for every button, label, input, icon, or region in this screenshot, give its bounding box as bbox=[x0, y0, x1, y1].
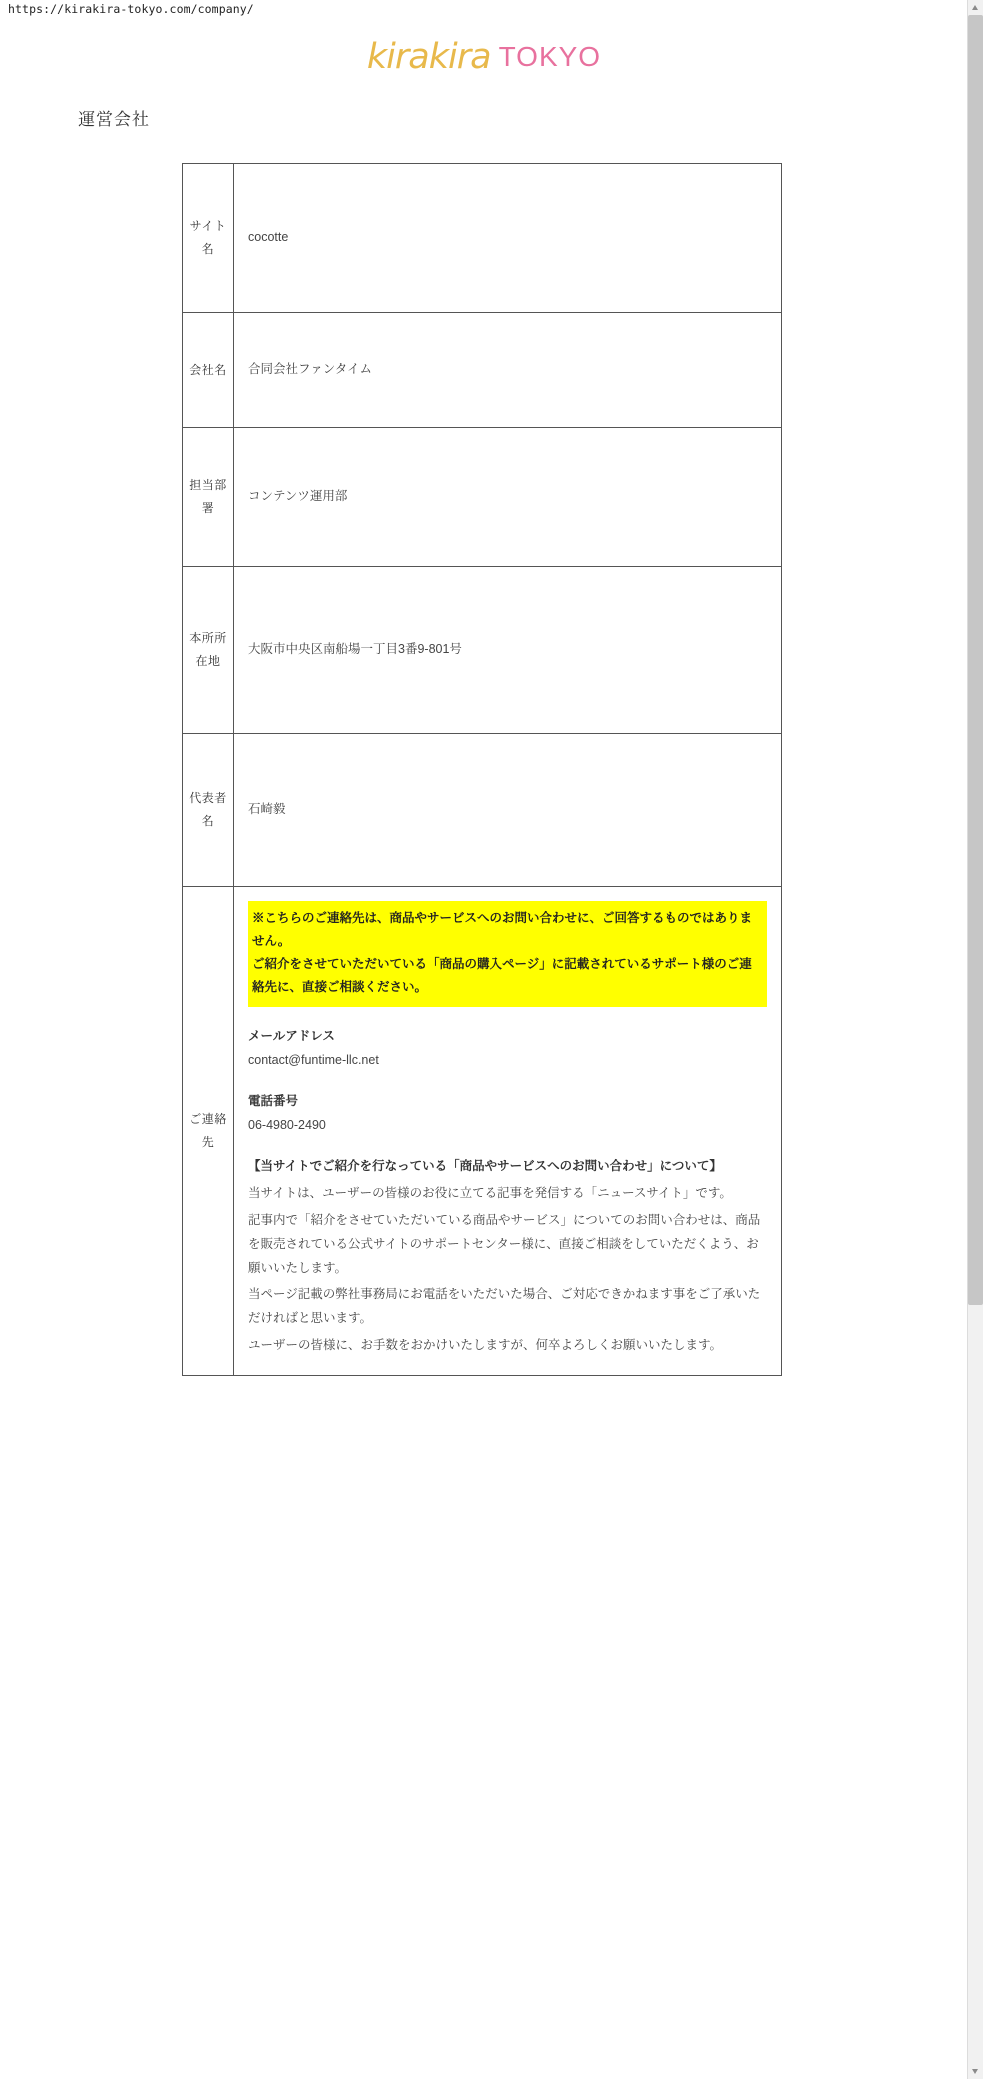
inquiry-section-heading: 【当サイトでご紹介を行なっている「商品やサービスへのお問い合わせ」について】 bbox=[248, 1158, 722, 1173]
row-header-representative bbox=[183, 734, 234, 887]
row-value-site-name bbox=[234, 164, 782, 313]
row-header-department bbox=[183, 428, 234, 567]
table-row bbox=[183, 164, 782, 313]
row-value-representative bbox=[234, 734, 782, 887]
cell-text: 大阪市中央区南船場一丁目3番9-801号 bbox=[248, 642, 462, 657]
notice-line-1: ※こちらのご連絡先は、商品やサービスへのお問い合わせに、ご回答するものではありません。 bbox=[252, 911, 753, 949]
logo-primary-text: kirakira bbox=[366, 37, 491, 77]
browser-url-bar[interactable] bbox=[0, 0, 983, 19]
row-header-contact bbox=[183, 887, 234, 1376]
row-value-company-name bbox=[234, 313, 782, 428]
row-value-address bbox=[234, 567, 782, 734]
scroll-down-arrow-icon[interactable] bbox=[968, 2064, 983, 2079]
inquiry-paragraph: 記事内で「紹介をさせていただいている商品やサービス」についてのお問い合わせは、商品を販売されている公式サイトのサポートセンター様に、直接ご相談をしていただくよう、お願いいたします。 bbox=[248, 1213, 761, 1275]
cell-text: 合同会社ファンタイム bbox=[248, 362, 373, 377]
row-header-address bbox=[183, 567, 234, 734]
table-row bbox=[183, 313, 782, 428]
row-value-contact bbox=[234, 887, 782, 1376]
page-title: 運営会社 bbox=[78, 110, 150, 129]
scrollbar-thumb[interactable] bbox=[968, 15, 983, 1305]
cell-text: 石崎毅 bbox=[248, 802, 286, 817]
company-info-table bbox=[182, 163, 782, 1376]
page-content bbox=[0, 19, 968, 2079]
url-text: https://kirakira-tokyo.com/company/ bbox=[8, 2, 254, 16]
table-row bbox=[183, 567, 782, 734]
cell-text: コンテンツ運用部 bbox=[248, 489, 348, 504]
row-header-label: サイト名 bbox=[189, 219, 227, 256]
inquiry-paragraph: 当サイトは、ユーザーの皆様のお役に立てる記事を発信する「ニュースサイト」です。 bbox=[248, 1186, 732, 1201]
phone-value[interactable]: 06-4980-2490 bbox=[248, 1118, 326, 1132]
table-row bbox=[183, 428, 782, 567]
row-header-label: ご連絡先 bbox=[189, 1111, 227, 1149]
inquiry-paragraph: ユーザーの皆様に、お手数をおかけいたしますが、何卒よろしくお願いいたします。 bbox=[248, 1337, 723, 1352]
cell-text: cocotte bbox=[248, 230, 289, 245]
row-header-label: 会社名 bbox=[189, 362, 227, 377]
email-value[interactable]: contact@funtime-llc.net bbox=[248, 1053, 379, 1067]
site-logo[interactable] bbox=[0, 19, 968, 83]
table-row bbox=[183, 734, 782, 887]
contact-notice-banner bbox=[248, 901, 767, 1007]
scroll-up-arrow-icon[interactable] bbox=[968, 0, 983, 15]
company-info-table-wrapper bbox=[182, 163, 782, 1376]
page-scrollbar[interactable] bbox=[967, 0, 983, 2079]
phone-label: 電話番号 bbox=[248, 1093, 299, 1108]
row-header-company-name bbox=[183, 313, 234, 428]
row-header-label: 担当部署 bbox=[189, 478, 227, 515]
row-value-department bbox=[234, 428, 782, 567]
inquiry-paragraph: 当ページ記載の弊社事務局にお電話をいただいた場合、ご対応できかねます事をご了承いただければと思います。 bbox=[248, 1287, 761, 1325]
row-header-label: 代表者名 bbox=[189, 791, 227, 828]
row-header-label: 本所所在地 bbox=[189, 631, 227, 668]
row-header-site-name bbox=[183, 164, 234, 313]
notice-line-2: ご紹介をさせていただいている「商品の購入ページ」に記載されているサポート様のご連絡先に、直接ご相談ください。 bbox=[252, 957, 752, 995]
logo-secondary-text: TOKYO bbox=[498, 41, 602, 72]
table-row bbox=[183, 887, 782, 1376]
email-label: メールアドレス bbox=[248, 1028, 335, 1043]
